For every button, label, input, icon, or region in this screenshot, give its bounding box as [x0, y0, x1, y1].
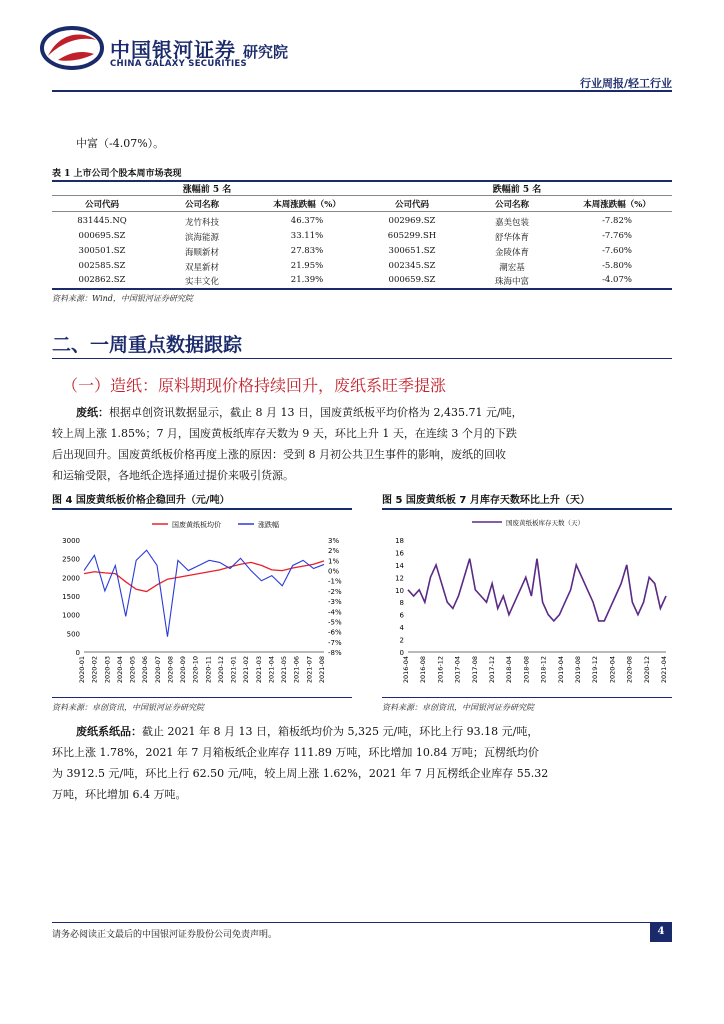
x-tick-label: 2020-04 — [115, 656, 124, 684]
section-heading: 二、一周重点数据跟踪 — [52, 334, 243, 356]
table-cell: -5.80% — [602, 261, 632, 271]
x-tick-label: 2020-07 — [153, 656, 162, 684]
brand-name-en: CHINA GALAXY SECURITIES — [110, 59, 247, 69]
x-tick-label: 2021-06 — [292, 656, 301, 684]
x-tick-label: 2016-08 — [419, 656, 428, 684]
brand-subtitle: 研究院 — [243, 43, 289, 61]
y-tick-label-left: 500 — [66, 630, 80, 639]
legend-label-price: 国废黄纸板均价 — [172, 521, 221, 529]
table-cell: -4.07% — [602, 275, 632, 285]
paragraph-lead: 废纸： — [76, 406, 109, 419]
paragraph-line: 根据卓创资讯数据显示，截止 8 月 13 日，国废黄纸板平均价格为 2,435.71 元/吨， — [109, 406, 523, 419]
figure-rule — [52, 697, 352, 698]
x-tick-label: 2020-12 — [216, 656, 225, 684]
col-header-code: 公司代码 — [394, 200, 429, 210]
table-cell: 002585.SZ — [78, 261, 126, 271]
y-tick-label-left: 2500 — [62, 555, 80, 564]
page-number: 4 — [650, 922, 672, 942]
table-cell: 21.39% — [290, 275, 324, 285]
x-tick-label: 2019-08 — [574, 656, 582, 684]
table-cell: 海顺新材 — [184, 248, 219, 258]
group-gainers-header: 涨幅前 5 名 — [182, 185, 232, 195]
y-tick-label: 14 — [395, 561, 404, 570]
x-tick-label: 2019-12 — [591, 656, 600, 684]
table-cell: 605299.SH — [387, 231, 437, 241]
y-tick-label-left: 3000 — [62, 537, 80, 545]
y-tick-label-right: -8% — [328, 649, 342, 657]
paragraph-line: 万吨，环比增加 6.4 万吨。 — [52, 788, 187, 801]
table-rule — [52, 195, 672, 196]
footer-disclaimer: 请务必阅读正文最后的中国银河证券股份公司免责声明。 — [52, 930, 278, 940]
y-tick-label-right: 3% — [328, 537, 340, 545]
col-header-name: 公司名称 — [494, 200, 529, 210]
table-cell: -7.76% — [602, 231, 632, 241]
y-tick-label: 6 — [399, 611, 404, 620]
col-header-name: 公司名称 — [184, 200, 219, 210]
col-header-change: 本周涨跌幅（%） — [583, 200, 651, 210]
table-cell: 000695.SZ — [78, 231, 126, 241]
y-tick-label-left: 2000 — [62, 574, 80, 583]
footer-rule — [52, 922, 672, 923]
figure-rule — [52, 508, 352, 510]
y-tick-label: 12 — [395, 574, 404, 583]
paragraph-line: 截止 2021 年 8 月 13 日，箱板纸均价为 5,325 元/吨，环比上行 93.18 元/吨， — [142, 725, 539, 738]
table-cell: -7.60% — [602, 246, 632, 256]
table-cell: 舒华体育 — [494, 233, 529, 243]
x-tick-label: 2020-12 — [642, 656, 651, 684]
table-cell: 嘉美包装 — [494, 218, 529, 228]
paragraph-waste-paper — [52, 402, 666, 486]
figure-5-source: 资料来源：卓创资讯，中国银河证券研究院 — [382, 703, 534, 712]
table-cell: 33.11% — [290, 231, 324, 241]
x-tick-label: 2017-12 — [488, 656, 496, 684]
table-cell: 龙竹科技 — [184, 218, 219, 228]
paragraph-line: 后出现回升。国废黄纸板价格再度上涨的原因：受到 8 月初公共卫生事件的影响，废纸的回收 — [52, 448, 506, 461]
table-cell: 831445.NQ — [77, 216, 127, 226]
table-cell: 300651.SZ — [388, 246, 436, 256]
table-cell: 21.95% — [290, 261, 324, 271]
x-tick-label: 2021-04 — [267, 656, 276, 684]
figure-rule — [382, 508, 672, 510]
y-tick-label: 18 — [395, 537, 404, 545]
paragraph-line: 环比上涨 1.78%，2021 年 7 月箱板纸企业库存 111.89 万吨，环比增加 10.84 万吨；瓦楞纸均价 — [52, 746, 539, 759]
table-cell: 46.37% — [290, 216, 324, 226]
figure-4-title: 图 4 国废黄纸板价格企稳回升（元/吨） — [52, 495, 230, 506]
table-cell: 000659.SZ — [388, 275, 436, 285]
y-tick-label-right: -5% — [328, 618, 342, 627]
y-tick-label-right: -1% — [328, 577, 342, 586]
table-cell: 002969.SZ — [388, 216, 436, 226]
x-tick-label: 2021-07 — [305, 656, 314, 684]
y-tick-label: 10 — [395, 586, 404, 595]
table-cell: 300501.SZ — [78, 246, 126, 256]
figure-4-chart — [52, 512, 362, 694]
header-divider — [52, 90, 672, 92]
report-type: 行业周报/轻工行业 — [579, 77, 672, 90]
x-tick-label: 2020-11 — [204, 656, 213, 684]
series-line-inventory — [408, 559, 666, 621]
table-cell: 滨海能源 — [184, 233, 219, 243]
x-tick-label: 2021-02 — [242, 656, 251, 684]
table-cell: 金陵体育 — [494, 248, 529, 258]
y-tick-label-right: -7% — [328, 638, 342, 647]
paragraph-line: 和运输受限，各地纸企选择通过提价来吸引货源。 — [52, 469, 294, 482]
y-tick-label-right: -3% — [328, 598, 342, 607]
col-header-change: 本周涨跌幅（%） — [273, 200, 341, 210]
y-tick-label: 8 — [399, 599, 404, 608]
section-rule — [52, 358, 672, 359]
y-tick-label-left: 1000 — [62, 611, 80, 620]
series-line-change — [84, 550, 324, 637]
y-tick-label-right: -6% — [328, 628, 342, 637]
x-tick-label: 2020-02 — [90, 656, 99, 684]
x-tick-label: 2017-08 — [470, 656, 479, 684]
table-cell: 002862.SZ — [78, 275, 126, 285]
figure-5-title: 图 5 国废黄纸板 7 月库存天数环比上升（天） — [382, 495, 590, 506]
x-tick-label: 2017-04 — [453, 656, 462, 684]
x-tick-label: 2020-04 — [608, 656, 617, 684]
company-logo — [40, 26, 104, 70]
table-cell: 002345.SZ — [388, 261, 436, 271]
subsection-heading: （一）造纸：原料期现价格持续回升，废纸系旺季提涨 — [62, 376, 447, 395]
y-tick-label: 16 — [395, 549, 404, 558]
y-tick-label-right: -4% — [328, 608, 342, 617]
x-tick-label: 2021-01 — [229, 656, 238, 684]
brand-name-cn: 中国银河证券 — [110, 38, 236, 62]
paragraph-lead: 废纸系纸品： — [76, 725, 142, 738]
x-tick-label: 2021-05 — [280, 656, 289, 684]
table-cell: 27.83% — [290, 246, 324, 256]
x-tick-label: 2016-12 — [436, 656, 445, 684]
paragraph-line: 较上周上涨 1.85%；7 月，国废黄板纸库存天数为 9 天，环比上升 1 天，在连续 3 个月的下跌 — [52, 427, 517, 440]
x-tick-label: 2020-01 — [78, 656, 86, 684]
x-tick-label: 2019-04 — [556, 656, 565, 684]
table-cell: -7.82% — [602, 216, 632, 226]
table-cell: 双星新材 — [184, 263, 219, 273]
figure-4-source: 资料来源：卓创资讯，中国银河证券研究院 — [52, 703, 204, 712]
table-bottom-rule — [52, 288, 672, 290]
x-tick-label: 2018-08 — [522, 656, 531, 684]
table-cell: 潮宏基 — [499, 263, 525, 273]
col-header-code: 公司代码 — [84, 200, 119, 210]
y-tick-label-right: 2% — [328, 547, 340, 556]
y-tick-label: 2 — [399, 636, 404, 645]
x-tick-label: 2020-03 — [103, 656, 112, 684]
x-tick-label: 2020-08 — [625, 656, 634, 684]
legend-label-change: 涨跌幅 — [258, 521, 279, 529]
figure-rule — [382, 697, 672, 698]
y-tick-label-right: 1% — [328, 557, 340, 566]
x-tick-label: 2020-05 — [128, 656, 137, 684]
y-tick-label-right: 0% — [328, 567, 340, 576]
x-tick-label: 2018-12 — [539, 656, 548, 684]
paragraph-line: 为 3912.5 元/吨，环比上行 62.50 元/吨，较上周上涨 1.62%，2021 年 7 月瓦楞纸企业库存 55.32 — [52, 767, 549, 780]
x-tick-label: 2020-06 — [141, 656, 150, 684]
x-tick-label: 2020-08 — [166, 656, 175, 684]
y-tick-label-right: -2% — [328, 587, 342, 596]
y-tick-label-left: 1500 — [62, 593, 80, 601]
x-tick-label: 2016-04 — [402, 656, 410, 684]
x-tick-label: 2021-04 — [660, 656, 668, 684]
table-cell: 珠海中富 — [494, 277, 529, 287]
y-tick-label: 0 — [399, 649, 404, 657]
intro-text: 中富（-4.07%）。 — [76, 137, 165, 150]
y-tick-label-left: 0 — [75, 649, 80, 657]
table-title: 表 1 上市公司个股本周市场表现 — [52, 169, 182, 179]
x-tick-label: 2021-03 — [254, 656, 263, 684]
paragraph-paper-products — [52, 721, 666, 805]
figure-5-chart — [382, 512, 674, 694]
table-rule — [52, 211, 672, 212]
x-tick-label: 2021-08 — [318, 656, 326, 684]
group-losers-header: 跌幅前 5 名 — [492, 185, 542, 195]
x-tick-label: 2020-10 — [191, 656, 200, 684]
table-cell: 实丰文化 — [184, 277, 219, 287]
x-tick-label: 2018-04 — [505, 656, 514, 684]
y-tick-label: 4 — [399, 624, 404, 633]
x-tick-label: 2020-09 — [179, 656, 188, 684]
legend-label-inventory: 国废黄纸板库存天数（天） — [506, 519, 584, 527]
table-source: 资料来源：Wind，中国银河证券研究院 — [52, 294, 193, 303]
